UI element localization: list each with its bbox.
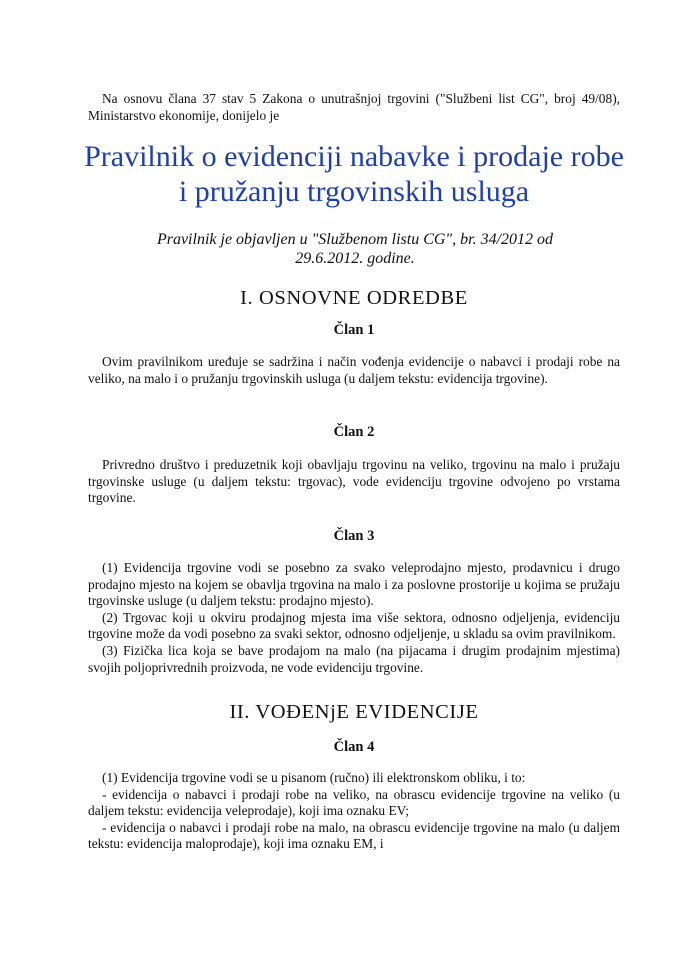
article-heading: Član 3	[333, 528, 375, 544]
article-3-text: (1) Evidencija trgovine vodi se posebno za svako veleprodajno mjesto, prodavnicu i drugo prodajno mjesto na kojem se obavlja trgovina na malo i za poslovne prostorije u kojima se pružaju trgovinske usluge (u daljem tekstu: prodajno mjesto). (2) Trgovac koji u okviru prodajnog mjesta ima više sektora, odnosno odjeljenja, evidenciju trgovine može da vodi posebno za svaki sektor, odnosno odjeljenje, u skladu sa ovim pravilnikom. (3) Fizička lica koja se bave prodajom na malo (na pijacama i drugim prodajnim mjestima) svojih poljoprivrednih proizvoda, ne vode evidenciju trgovine.	[88, 560, 620, 675]
section-heading-2: II. VOĐENjE EVIDENCIJE	[229, 701, 479, 723]
article-1-text: Ovim pravilnikom uređuje se sadržina i način vođenja evidencije o nabavci i prodaji robe na veliko, na malo i o pružanju trgovinskih usluga (u daljem tekstu: evidencija trgovine).	[88, 354, 620, 386]
article-4-text: (1) Evidencija trgovine vodi se u pisanom (ručno) ili elektronskom obliku, i to: - evidencija o nabavci i prodaji robe na veliko, na obrascu evidencije trgovine na veliko (u daljem tekstu: evidencija veleprodaje), koji ima oznaku EV; - evidencija o nabavci i prodaji robe na malo, na obrascu evidencije trgovine na malo (u daljem tekstu: evidencija maloprodaje), koji ima oznaku EM, i	[88, 770, 620, 852]
document-title: Pravilnik o evidenciji nabavke i prodaje robe i pružanju trgovinskih usluga	[84, 140, 624, 208]
intro-paragraph: Na osnovu člana 37 stav 5 Zakona o unutrašnjoj trgovini ("Službeni list CG", broj 49/08), Ministarstvo ekonomije, donijelo je	[88, 91, 620, 123]
section-heading-1: I. OSNOVNE ODREDBE	[240, 287, 468, 309]
article-heading: Član 2	[333, 424, 375, 440]
article-heading: Član 4	[333, 739, 375, 755]
article-2-text: Privredno društvo i preduzetnik koji obavljaju trgovinu na veliko, trgovinu na malo i pružaju trgovinske usluge (u daljem tekstu: trgovac), vode evidenciju trgovine odvojeno po vrstama trgovine.	[88, 457, 620, 506]
article-heading: Član 1	[333, 322, 375, 338]
publication-note: Pravilnik je objavljen u "Službenom listu CG", br. 34/2012 od 29.6.2012. godine.	[156, 231, 554, 267]
